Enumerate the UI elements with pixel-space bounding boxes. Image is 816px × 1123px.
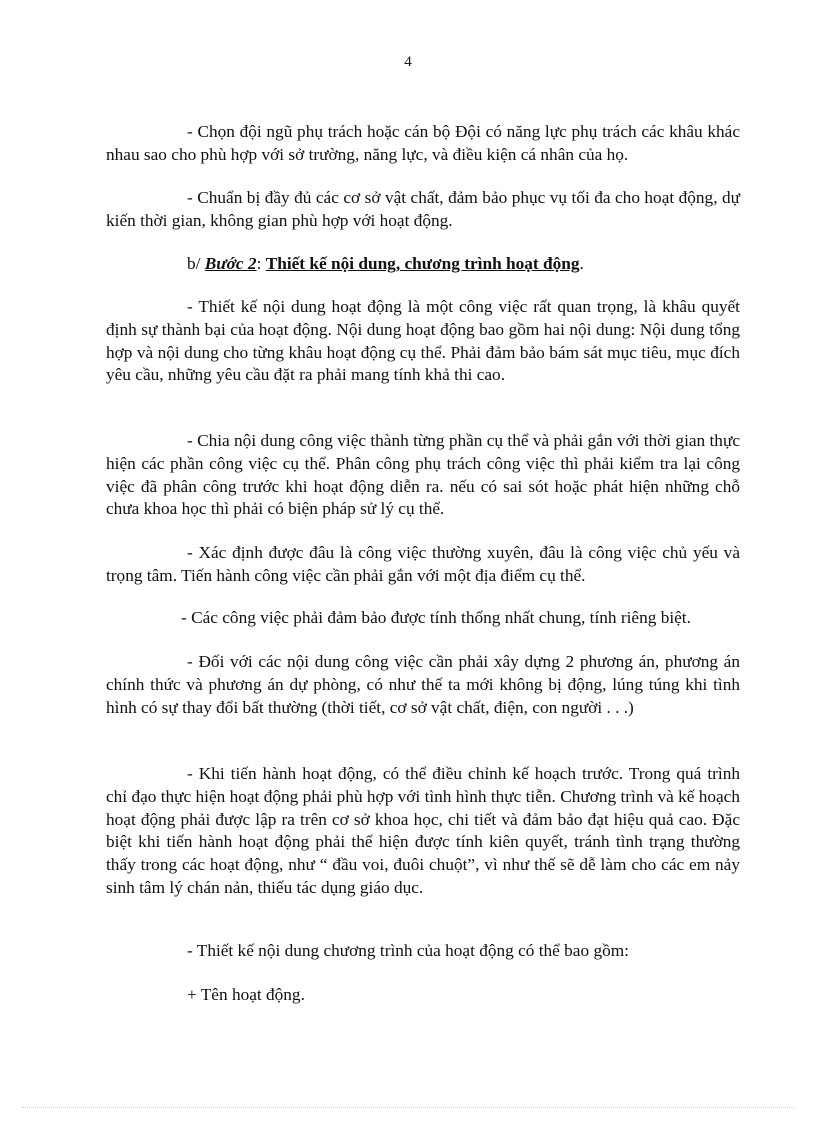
paragraph-text: - Chọn đội ngũ phụ trách hoặc cán bộ Đội có năng lực phụ trách các khâu khác nhau sao cho phù hợp với sở trường, năng lực, và điều kiện cá nhân của họ. (106, 122, 740, 164)
paragraph-adjust-plan (106, 763, 740, 900)
paragraph-prepare-facilities (106, 187, 740, 233)
paragraph-choose-staff (106, 121, 740, 167)
step-2-heading (187, 253, 584, 276)
paragraph-text: + Tên hoạt động. (187, 985, 305, 1004)
paragraph-design-content (106, 296, 740, 387)
paragraph-text: - Chia nội dung công việc thành từng phần cụ thể và phải gắn với thời gian thực hiện các phần công việc cụ thể. Phân công phụ trách công việc thì phải kiểm tra lại công việc đã phân công trước khi hoạt động diễn ra. nếu có sai sót hoặc phát hiện những chỗ chưa khoa học thì phải có biện pháp sử lý cụ thể. (106, 431, 740, 519)
step-label: Bước 2 (204, 254, 257, 273)
paragraph-text: - Xác định được đâu là công việc thường xuyên, đâu là công việc chủ yếu và trọng tâm. Tiến hành công việc cần phải gắn với một địa điểm cụ thể. (106, 543, 740, 585)
paragraph-text: - Thiết kế nội dung chương trình của hoạt động có thể bao gồm: (187, 941, 629, 960)
paragraph-text: - Khi tiến hành hoạt động, có thể điều chỉnh kế hoạch trước. Trong quá trình chỉ đạo thực hiện hoạt động phải phù hợp với tình hình thực tiễn. Chương trình và kế hoạch hoạt động phải được lập ra trên cơ sở khoa học, chi tiết và đảm bảo đạt hiệu quả cao. Đặc biệt khi tiến hành hoạt động phải thể hiện được tính kiên quyết, tránh tình trạng thường thấy trong các hoạt động, như “ đầu voi, đuôi chuột”, vì như thế sẽ dễ làm cho các em nảy sinh tâm lý chán nản, thiếu tác dụng giáo dục. (106, 764, 740, 897)
paragraph-two-plans (106, 651, 740, 719)
page-bottom-divider (22, 1107, 794, 1108)
page-number: 4 (404, 54, 412, 70)
paragraph-divide-work (106, 430, 740, 521)
paragraph-text: - Thiết kế nội dung hoạt động là một công việc rất quan trọng, là khâu quyết định sự thành bại của hoạt động. Nội dung hoạt động bao gồm hai nội dung: Nội dung tổng hợp và nội dung cho từng khâu hoạt động cụ thể. Phải đảm bảo bám sát mục tiêu, mục đích yêu cầu, những yêu cầu đặt ra phải mang tính khả thi cao. (106, 297, 740, 385)
paragraph-activity-name (106, 984, 740, 1007)
paragraph-identify-tasks (106, 542, 740, 588)
paragraph-text: - Đối với các nội dung công việc cần phải xây dựng 2 phương án, phương án chính thức và phương án dự phòng, có như thế ta mới không bị động, lúng túng khi tình hình có sự thay đổi bất thường (thời tiết, cơ sở vật chất, điện, con người . . .) (106, 652, 740, 717)
step-title: Thiết kế nội dung, chương trình hoạt động (265, 254, 580, 273)
step-colon: : (256, 254, 266, 273)
step-end: . (579, 254, 584, 273)
paragraph-program-includes (106, 940, 740, 963)
paragraph-text: - Các công việc phải đảm bảo được tính thống nhất chung, tính riêng biệt. (181, 608, 691, 627)
paragraph-text: - Chuẩn bị đầy đủ các cơ sở vật chất, đảm bảo phục vụ tối đa cho hoạt động, dự kiến thời gian, không gian phù hợp với hoạt động. (106, 188, 740, 230)
step-prefix: b/ (187, 254, 205, 273)
paragraph-consistency (106, 607, 740, 630)
